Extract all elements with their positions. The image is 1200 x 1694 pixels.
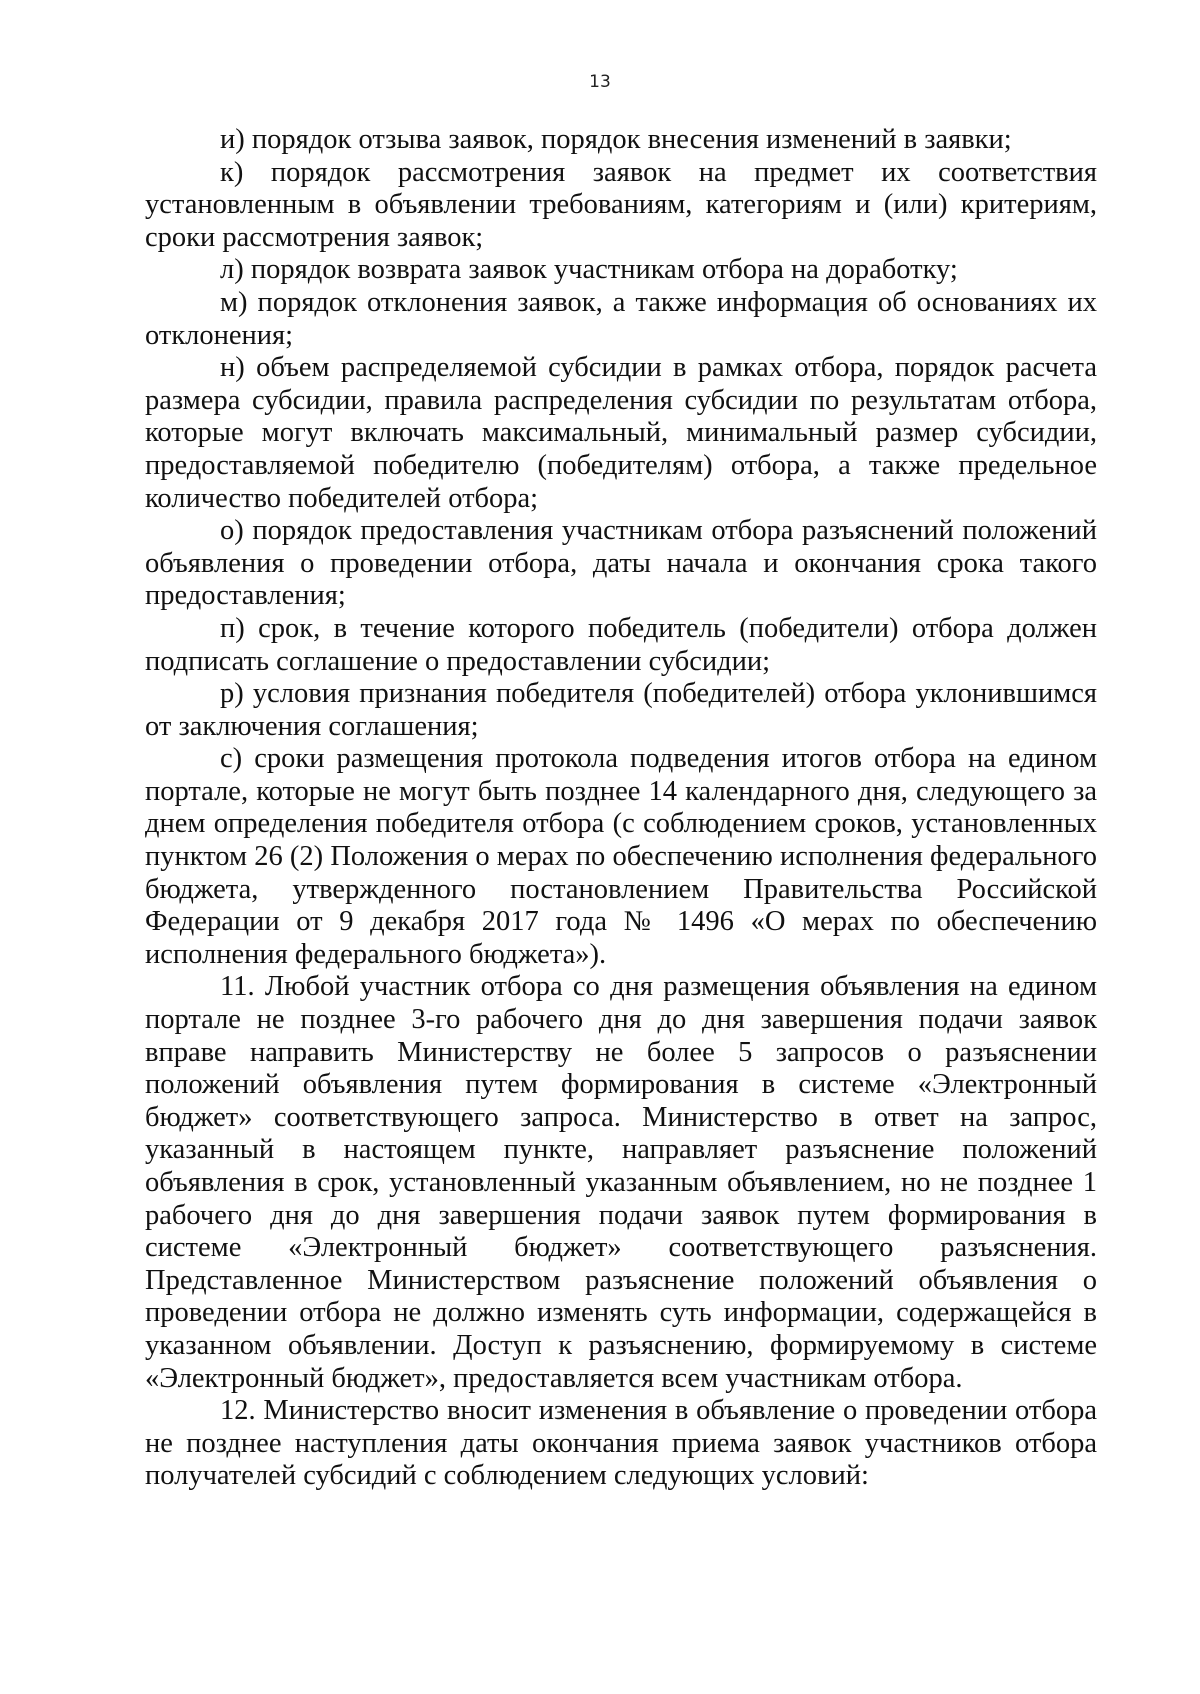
document-body <box>145 124 1097 1493</box>
paragraph-m: м) порядок отклонения заявок, а также информация об основаниях их отклонения; <box>145 286 1097 351</box>
paragraph-s: с) сроки размещения протокола подведения итогов отбора на едином портале, которые не могут быть позднее 14 календарного дня, следующего за днем определения победителя отбора (с соблюдением сроков, установленных пунктом 26 (2) Положения о мерах по обеспечению исполнения федерального бюджета, утвержденного постановлением Правительства Российской Федерации от 9 декабря 2017 года № 1496 «О мерах по обеспечению исполнения федерального бюджета»). <box>145 743 1097 970</box>
paragraph-o: о) порядок предоставления участникам отбора разъяснений положений объявления о проведении отбора, даты начала и окончания срока такого предоставления; <box>145 515 1097 612</box>
paragraph-k: к) порядок рассмотрения заявок на предмет их соответствия установленным в объявлении требованиям, категориям и (или) критериям, сроки рассмотрения заявок; <box>145 156 1097 253</box>
page-number: 13 <box>589 72 611 92</box>
paragraph-n: н) объем распределяемой субсидии в рамках отбора, порядок расчета размера субсидии, правила распределения субсидии по результатам отбора, которые могут включать максимальный, минимальный размер субсидии, предоставляемой победителю (победителям) отбора, а также предельное количество победителей отбора; <box>145 352 1097 514</box>
paragraph-l: л) порядок возврата заявок участникам отбора на доработку; <box>220 254 958 286</box>
paragraph-r: р) условия признания победителя (победителей) отбора уклонившимся от заключения соглашения; <box>145 678 1097 742</box>
paragraph-i: и) порядок отзыва заявок, порядок внесения изменений в заявки; <box>220 124 1012 155</box>
paragraph-12: 12. Министерство вносит изменения в объявление о проведении отбора не позднее наступления даты окончания приема заявок участников отбора получателей субсидий с соблюдением следующих условий: <box>145 1395 1097 1492</box>
paragraph-11: 11. Любой участник отбора со дня размещения объявления на едином портале не позднее 3-го рабочего дня до дня завершения подачи заявок вправе направить Министерству не более 5 запросов о разъяснении положений объявления путем формирования в системе «Электронный бюджет» соответствующего запроса. Министерство в ответ на запрос, указанный в настоящем пункте, направляет разъяснение положений объявления в срок, установленный указанным объявлением, но не позднее 1 рабочего дня до дня завершения подачи заявок путем формирования в системе «Электронный бюджет» соответствующего разъяснения. Представленное Министерством разъяснение положений объявления о проведении отбора не должно изменять суть информации, содержащейся в указанном объявлении. Доступ к разъяснению, формируемому в системе «Электронный бюджет», предоставляется всем участникам отбора. <box>145 971 1097 1394</box>
paragraph-p: п) срок, в течение которого победитель (победители) отбора должен подписать соглашение о предоставлении субсидии; <box>145 612 1097 677</box>
